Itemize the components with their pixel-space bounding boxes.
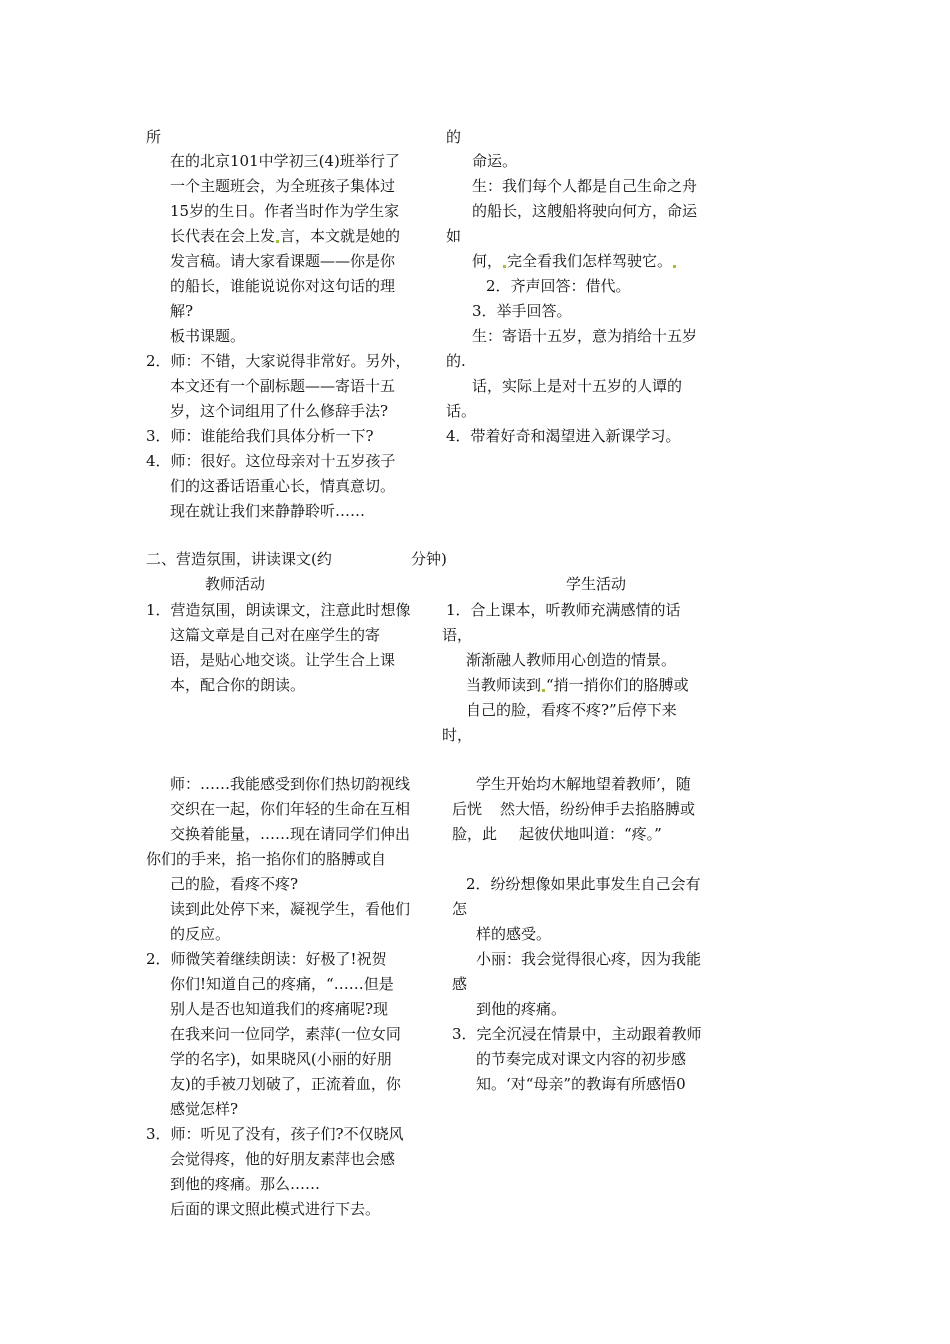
text-line: 1．合上课本，听教师充满感情的话 xyxy=(446,601,681,619)
text-line: 脸，此 起彼伏地叫道：“疼。” xyxy=(452,825,662,843)
text-line: 的节奏完成对课文内容的初步感 xyxy=(476,1050,687,1068)
highlight-mark xyxy=(673,265,676,268)
text-line: 会觉得疼，他的好朋友素萍也会感 xyxy=(170,1150,396,1168)
text-line: 后恍 然大悟，纷纷伸手去掐胳膊或 xyxy=(452,800,696,818)
text-line: 到他的疼痛。 xyxy=(476,1000,567,1018)
text-line: 生：我们每个人都是自己生命之舟 xyxy=(472,177,698,195)
text-line: 感 xyxy=(452,975,468,993)
text-line: 当教师读到 “捎一捎你们的胳膊或 xyxy=(466,676,689,694)
text-line: 本，配合你的朗读。 xyxy=(170,676,306,694)
text-line: 感觉怎样? xyxy=(170,1100,239,1118)
column-header-student: 学生活动 xyxy=(566,575,627,593)
text-line: 交换着能量，……现在请同学们伸出 xyxy=(170,825,411,843)
text-line: 学的名字)，如果晓风(小丽的好朋 xyxy=(170,1050,392,1068)
text-line: 话。 xyxy=(446,402,477,420)
text-line: 读到此处停下来，凝视学生，看他们 xyxy=(170,900,411,918)
highlight-mark xyxy=(542,689,545,692)
text-line: 学生开始均木解地望着教师’，随 xyxy=(476,775,691,793)
highlight-mark xyxy=(503,265,506,268)
text-line: 别人是否也知道我们的疼痛呢?现 xyxy=(170,1000,389,1018)
text-line: 何， 完全看我们怎样驾驶它。 xyxy=(472,250,677,272)
text-line: 的船长，谁能说说你对这句话的理 xyxy=(170,277,396,295)
paragraph-fragment: 所 xyxy=(146,128,162,146)
text-line: 师：……我能感受到你们热切韵视线 xyxy=(170,775,411,793)
text-line: 解? xyxy=(170,302,194,320)
text-line: 话，实际上是对十五岁的人谭的 xyxy=(472,377,683,395)
text-line: 交织在一起，你们年轻的生命在互相 xyxy=(170,800,411,818)
text-line: 15岁的生日。作者当时作为学生家 xyxy=(170,202,400,220)
text-line: 知。‘对“母亲”的教诲有所感悟0 xyxy=(476,1075,686,1093)
text-line: 这篇文章是自己对在座学生的寄 xyxy=(170,626,381,644)
text-line: 们的这番话语重心长，情真意切。 xyxy=(170,477,396,495)
text-line: 发言稿。请大家看课题——你是你 xyxy=(170,252,396,270)
text-line: 己的脸，看疼不疼? xyxy=(170,875,299,893)
text-line: 现在就让我们来静静聆听…… xyxy=(170,502,366,520)
text-line: 1．营造氛围，朗读课文，注意此时想像 xyxy=(146,601,411,619)
text-line: 命运。 xyxy=(472,152,518,170)
text-line: 3．举手回答。 xyxy=(472,302,572,320)
text-line: 在我来问一位同学，素萍(一位女同 xyxy=(170,1025,401,1043)
text-line: 3．完全沉浸在情景中，主动跟着教师 xyxy=(452,1025,702,1043)
text-line: 生：寄语十五岁，意为捎给十五岁 xyxy=(472,327,698,345)
text-line: 在的北京101中学初三(4)班举行了 xyxy=(170,152,400,170)
text-line: 3．师：听见了没有，孩子们?不仅晓风 xyxy=(146,1125,404,1143)
text-line: 自己的脸，看疼不疼?”后停下来 xyxy=(466,701,677,719)
highlight-mark xyxy=(276,240,279,243)
text-line: 小丽：我会觉得很心疼，因为我能 xyxy=(476,950,702,968)
text-line: 到他的疼痛。那么…… xyxy=(170,1175,321,1193)
text-line: 你们!知道自己的疼痛，“……但是 xyxy=(170,975,394,993)
text-line: 后面的课文照此模式进行下去。 xyxy=(170,1200,381,1218)
text-line: 板书课题。 xyxy=(170,327,246,345)
section-heading: 二、营造氛围，讲读课文(约 xyxy=(146,550,332,568)
text-line: 3．师：谁能给我们具体分析一下? xyxy=(146,427,374,445)
text-line: 渐渐融人教师用心创造的情景。 xyxy=(466,651,677,669)
text-line: 长代表在会上发 言，本文就是她的 xyxy=(170,227,401,245)
text-line: 的船长，这艘船将驶向何方，命运 xyxy=(472,202,698,220)
column-header-teacher: 教师活动 xyxy=(205,575,266,593)
text-line: 样的感受。 xyxy=(476,925,552,943)
text-line: 2．纷纷想像如果此事发生自己会有 xyxy=(466,875,701,893)
text-line: 2．齐声回答：借代。 xyxy=(486,277,631,295)
text-line: 本文还有一个副标题——寄语十五 xyxy=(170,377,396,395)
text-line: 的反应。 xyxy=(170,925,231,943)
section-heading-duration: 分钟) xyxy=(411,550,447,568)
text-line: 的 xyxy=(446,128,462,146)
text-line: 怎 xyxy=(452,900,468,918)
text-line: 2．师微笑着继续朗读：好极了!祝贺 xyxy=(146,950,387,968)
text-line: 如 xyxy=(446,227,462,245)
text-line: 岁，这个词组用了什么修辞手法? xyxy=(170,402,389,420)
text-line: 一个主题班会，为全班孩子集体过 xyxy=(170,177,396,195)
text-line: 语， xyxy=(442,626,473,644)
text-line: 4．带着好奇和渴望进入新课学习。 xyxy=(446,427,681,445)
text-line: 语，是贴心地交谈。让学生合上课 xyxy=(170,651,396,669)
text-line: 4．师：很好。这位母亲对十五岁孩子 xyxy=(146,452,396,470)
text-line: 时， xyxy=(442,726,473,744)
text-line: 的. xyxy=(446,352,466,370)
text-line: 2．师：不错，大家说得非常好。另外， xyxy=(146,352,411,370)
text-line: 你们的手来，掐一掐你们的胳膊或自 xyxy=(146,850,387,868)
text-line: 友)的手被刀划破了，正流着血，你 xyxy=(170,1075,401,1093)
